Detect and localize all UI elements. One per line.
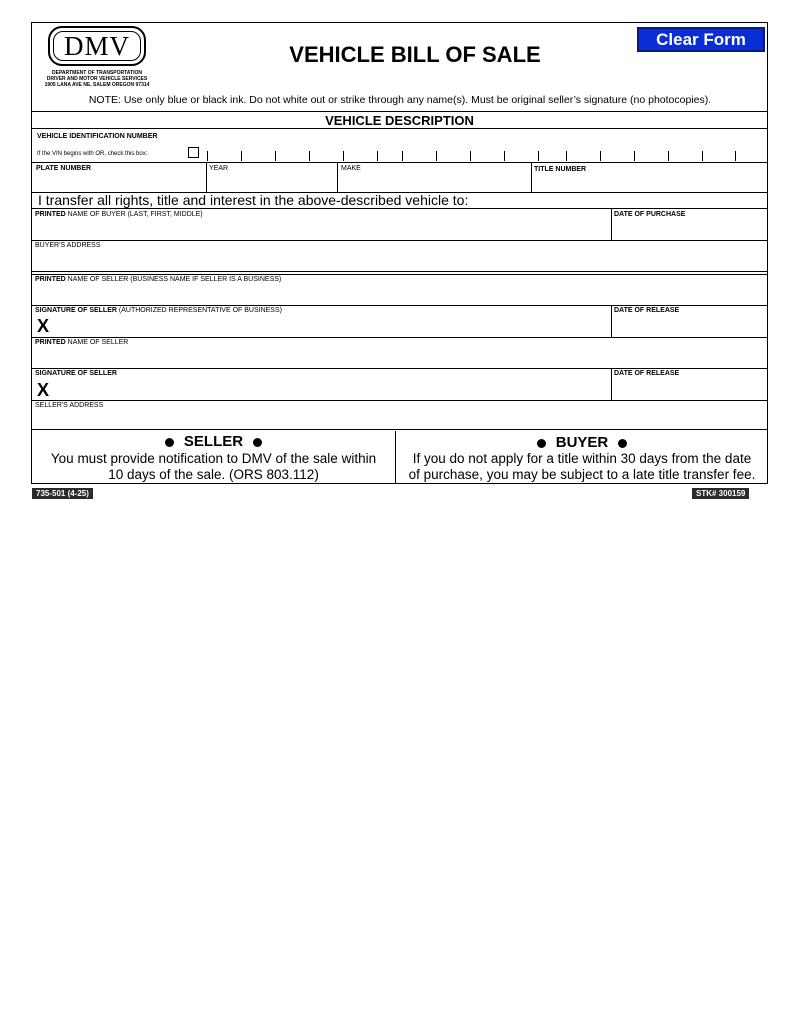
title-number-label: TITLE NUMBER xyxy=(534,166,587,173)
seller-notice-line-2: 10 days of the sale. (ORS 803.112) xyxy=(108,467,319,482)
date-of-release-field[interactable] xyxy=(612,316,767,336)
second-seller-signature-field[interactable] xyxy=(55,379,610,399)
title-number-field[interactable] xyxy=(532,176,767,191)
vin-label: VEHICLE IDENTIFICATION NUMBER xyxy=(37,133,158,140)
divider xyxy=(31,368,768,369)
vin-char-divider xyxy=(538,151,539,161)
vin-char-divider xyxy=(436,151,437,161)
bullet-icon xyxy=(618,439,627,448)
divider xyxy=(31,337,768,338)
seller-address-label: SELLER'S ADDRESS xyxy=(35,402,104,409)
signature-x-mark: X xyxy=(37,380,50,400)
or-checkbox-label: If the VIN begins with OR, check this box: xyxy=(37,151,148,157)
divider xyxy=(31,111,768,112)
buyer-notice-line-2: of purchase, you may be subject to a late title transfer fee. xyxy=(408,467,756,482)
vin-char-divider xyxy=(735,151,736,161)
buyer-address-label: BUYER'S ADDRESS xyxy=(35,242,101,249)
date-of-purchase-label: DATE OF PURCHASE xyxy=(614,211,686,218)
agency-line-3: 1905 LANA AVE NE, SALEM OREGON 97314 xyxy=(44,82,150,88)
bullet-icon xyxy=(537,439,546,448)
vin-char-divider xyxy=(402,151,403,161)
divider xyxy=(31,162,768,163)
clear-form-button[interactable]: Clear Form xyxy=(637,27,765,52)
date-of-release-label: DATE OF RELEASE xyxy=(614,307,680,314)
plate-number-label: PLATE NUMBER xyxy=(36,165,92,172)
make-field[interactable] xyxy=(338,174,530,191)
bullet-icon xyxy=(165,438,174,447)
divider xyxy=(31,208,768,209)
buyer-notice-heading: BUYER xyxy=(396,434,768,451)
agency-line-2: DRIVER AND MOTOR VEHICLE SERVICES xyxy=(46,76,148,82)
second-date-of-release-label: DATE OF RELEASE xyxy=(614,370,680,377)
seller-signature-label: SIGNATURE OF SELLER (AUTHORIZED REPRESENTATIVE OF BUSINESS) xyxy=(35,307,282,314)
plate-number-field[interactable] xyxy=(32,174,205,191)
vin-char-divider xyxy=(634,151,635,161)
second-date-of-release-field[interactable] xyxy=(612,379,767,399)
seller-address-field[interactable] xyxy=(32,411,767,429)
vin-char-divider xyxy=(600,151,601,161)
seller-name-field[interactable] xyxy=(32,285,767,304)
page-title: VEHICLE BILL OF SALE xyxy=(289,42,541,67)
second-seller-name-field[interactable] xyxy=(32,348,767,367)
signature-x-mark: X xyxy=(37,316,50,336)
buyer-address-field[interactable] xyxy=(32,251,767,270)
buyer-name-label: PRINTED NAME OF BUYER (LAST, FIRST, MIDDLE) xyxy=(35,211,203,218)
divider xyxy=(31,274,768,275)
buyer-notice-line-1: If you do not apply for a title within 30 days from the date xyxy=(412,451,752,466)
ink-note: NOTE: Use only blue or black ink. Do not white out or strike through any name(s). Must be original seller’s signature (no photocopies). xyxy=(88,94,712,106)
seller-name-label: PRINTED NAME OF SELLER (BUSINESS NAME IF SELLER IS A BUSINESS) xyxy=(35,276,282,283)
second-seller-signature-label: SIGNATURE OF SELLER xyxy=(35,370,117,377)
section-heading-vehicle: VEHICLE DESCRIPTION xyxy=(325,113,474,128)
vin-char-divider xyxy=(241,151,242,161)
vin-char-divider xyxy=(566,151,567,161)
vin-char-divider xyxy=(504,151,505,161)
or-vin-checkbox[interactable] xyxy=(188,147,199,158)
divider xyxy=(31,305,768,306)
year-field[interactable] xyxy=(207,174,336,191)
divider xyxy=(31,429,768,430)
year-label: YEAR xyxy=(209,165,229,172)
vin-field[interactable] xyxy=(205,140,765,162)
date-of-purchase-field[interactable] xyxy=(612,220,767,239)
divider xyxy=(31,400,768,401)
second-seller-name-label: PRINTED NAME OF SELLER xyxy=(35,339,129,346)
divider xyxy=(31,128,768,129)
stock-number-tag: STK# 300159 xyxy=(692,488,749,499)
vin-char-divider xyxy=(668,151,669,161)
bullet-icon xyxy=(253,438,262,447)
vin-char-divider xyxy=(275,151,276,161)
seller-notice-heading: SELLER xyxy=(32,433,395,450)
vin-char-divider xyxy=(702,151,703,161)
vin-char-divider xyxy=(377,151,378,161)
vin-char-divider xyxy=(309,151,310,161)
buyer-name-field[interactable] xyxy=(32,220,610,239)
divider xyxy=(31,240,768,241)
seller-signature-field[interactable] xyxy=(55,316,610,336)
vin-char-divider xyxy=(470,151,471,161)
form-number-tag: 735-501 (4-25) xyxy=(32,488,93,499)
transfer-statement: I transfer all rights, title and interest in the above-described vehicle to: xyxy=(38,192,469,208)
seller-notice-line-1: You must provide notification to DMV of the sale within xyxy=(50,451,377,466)
make-label: MAKE xyxy=(341,165,361,172)
vin-char-divider xyxy=(207,151,208,161)
dmv-logo xyxy=(48,26,146,66)
vin-char-divider xyxy=(343,151,344,161)
agency-line-1: DEPARTMENT OF TRANSPORTATION xyxy=(52,70,142,76)
divider xyxy=(31,271,768,272)
dmv-logo-text: DMV xyxy=(53,31,141,61)
